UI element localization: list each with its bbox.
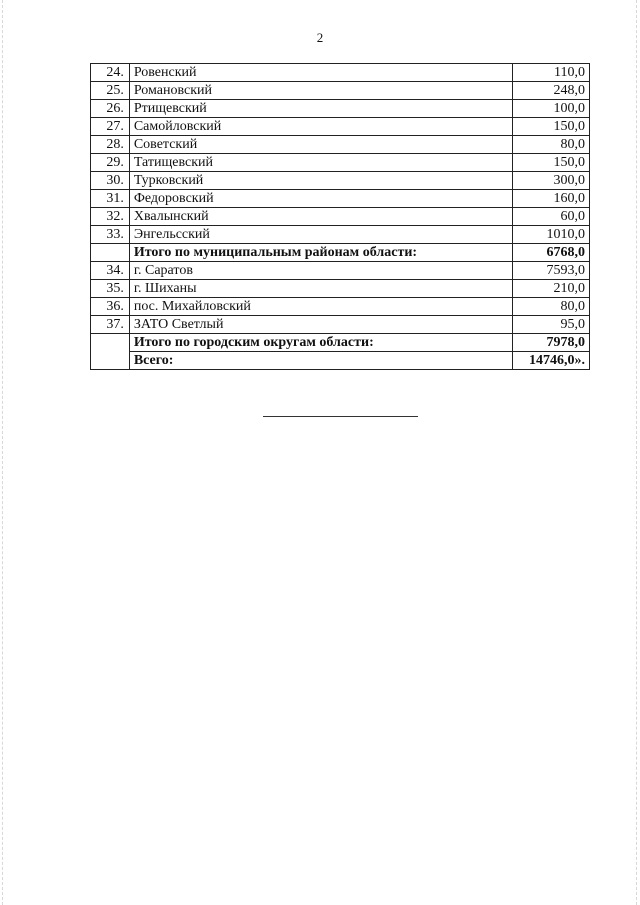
row-number: 34. <box>91 262 130 280</box>
grand-total-row <box>91 352 590 370</box>
subtotal-empty-cell <box>91 334 130 370</box>
row-number: 26. <box>91 100 130 118</box>
grand-total-label: Всего: <box>129 352 512 370</box>
row-value: 1010,0 <box>513 226 590 244</box>
row-number: 25. <box>91 82 130 100</box>
row-value: 150,0 <box>513 118 590 136</box>
table-row <box>91 100 590 118</box>
row-number: 30. <box>91 172 130 190</box>
subtotal-empty-cell <box>91 244 130 262</box>
row-value: 248,0 <box>513 82 590 100</box>
table-row <box>91 154 590 172</box>
row-number: 31. <box>91 190 130 208</box>
row-number: 32. <box>91 208 130 226</box>
scan-margin-left <box>2 0 3 905</box>
row-name: Татищевский <box>129 154 512 172</box>
row-name: Романовский <box>129 82 512 100</box>
row-name: пос. Михайловский <box>129 298 512 316</box>
table-row <box>91 226 590 244</box>
row-value: 60,0 <box>513 208 590 226</box>
row-number: 27. <box>91 118 130 136</box>
subtotal-districts-value: 6768,0 <box>513 244 590 262</box>
row-name: г. Шиханы <box>129 280 512 298</box>
row-value: 95,0 <box>513 316 590 334</box>
row-number: 29. <box>91 154 130 172</box>
subtotal-city-label: Итого по городским округам области: <box>129 334 512 352</box>
table-row <box>91 262 590 280</box>
page-number: 2 <box>316 30 324 45</box>
row-value: 7593,0 <box>513 262 590 280</box>
table-row <box>91 208 590 226</box>
row-number: 37. <box>91 316 130 334</box>
row-name: Ровенский <box>129 64 512 82</box>
row-number: 33. <box>91 226 130 244</box>
row-name: Федоровский <box>129 190 512 208</box>
table-row <box>91 316 590 334</box>
subtotal-districts-label: Итого по муниципальным районам области: <box>129 244 512 262</box>
closing-divider-line <box>263 416 418 417</box>
table-row <box>91 82 590 100</box>
grand-total-value: 14746,0». <box>513 352 590 370</box>
row-name: Турковский <box>129 172 512 190</box>
row-value: 150,0 <box>513 154 590 172</box>
row-name: Ртищевский <box>129 100 512 118</box>
row-name: Хвалынский <box>129 208 512 226</box>
row-number: 24. <box>91 64 130 82</box>
row-value: 80,0 <box>513 136 590 154</box>
subtotal-districts-row <box>91 244 590 262</box>
row-value: 100,0 <box>513 100 590 118</box>
subtotal-city-value: 7978,0 <box>513 334 590 352</box>
scan-margin-right <box>636 0 637 905</box>
table-row <box>91 190 590 208</box>
table-row <box>91 280 590 298</box>
row-number: 35. <box>91 280 130 298</box>
row-value: 210,0 <box>513 280 590 298</box>
table-row <box>91 298 590 316</box>
row-value: 160,0 <box>513 190 590 208</box>
row-value: 110,0 <box>513 64 590 82</box>
row-name: Советский <box>129 136 512 154</box>
table-row <box>91 64 590 82</box>
row-name: ЗАТО Светлый <box>129 316 512 334</box>
subtotal-city-row <box>91 334 590 352</box>
row-number: 28. <box>91 136 130 154</box>
row-name: г. Саратов <box>129 262 512 280</box>
row-name: Энгельсский <box>129 226 512 244</box>
row-value: 80,0 <box>513 298 590 316</box>
table-row <box>91 118 590 136</box>
row-number: 36. <box>91 298 130 316</box>
row-name: Самойловский <box>129 118 512 136</box>
table-row <box>91 136 590 154</box>
table-row <box>91 172 590 190</box>
allocation-table <box>90 63 590 370</box>
row-value: 300,0 <box>513 172 590 190</box>
